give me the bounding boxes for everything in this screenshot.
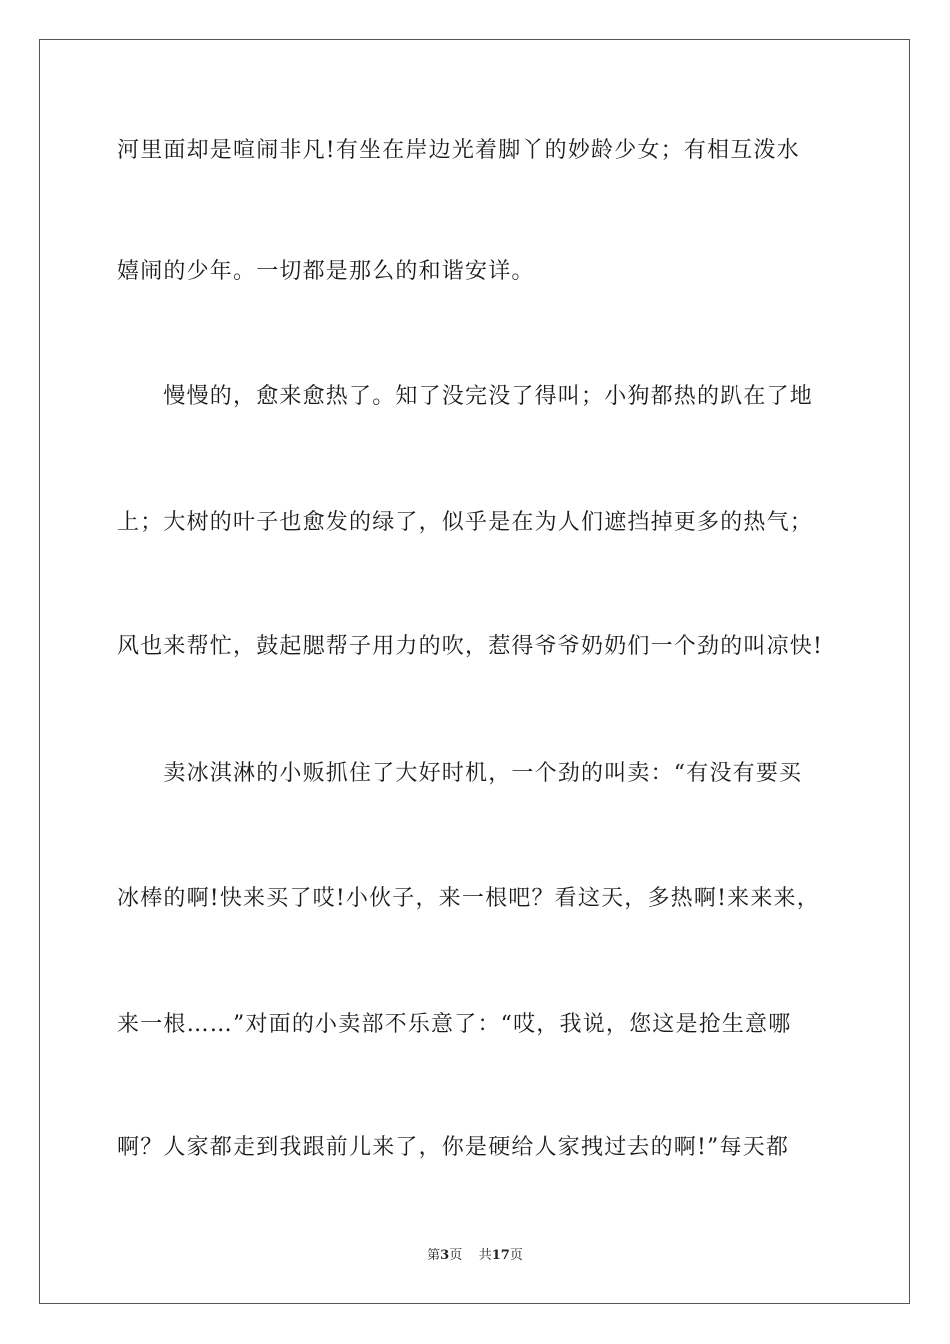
page-suffix: 页 [449, 1248, 463, 1263]
total-prefix: 共 [478, 1248, 492, 1263]
page-number: 3 [440, 1248, 450, 1263]
total-suffix: 页 [509, 1248, 523, 1263]
page-footer [0, 1247, 950, 1265]
page-prefix: 第 [427, 1248, 441, 1263]
text-line: 啊？人家都走到我跟前儿来了，你是硬给人家拽过去的啊!”每天都 [117, 1135, 790, 1160]
text-line: 河里面却是喧闹非凡!有坐在岸边光着脚丫的妙龄少女；有相互泼水 [117, 138, 800, 163]
text-line: 慢慢的，愈来愈热了。知了没完没了得叫；小狗都热的趴在了地 [117, 384, 814, 409]
text-line: 上；大树的叶子也愈发的绿了，似乎是在为人们遮挡掉更多的热气； [117, 510, 814, 535]
page-border [39, 39, 910, 1304]
text-line: 嬉闹的少年。一切都是那么的和谐安详。 [117, 259, 535, 284]
text-line: 冰棒的啊!快来买了哎!小伙子，来一根吧？看这天，多热啊!来来来， [117, 886, 820, 911]
text-line: 卖冰淇淋的小贩抓住了大好时机，一个劲的叫卖：“有没有要买 [117, 761, 803, 786]
total-pages: 17 [491, 1248, 510, 1263]
text-line: 来一根……”对面的小卖部不乐意了：“哎，我说，您这是抢生意哪 [117, 1012, 792, 1037]
text-line: 风也来帮忙，鼓起腮帮子用力的吹，惹得爷爷奶奶们一个劲的叫凉快! [117, 634, 824, 659]
